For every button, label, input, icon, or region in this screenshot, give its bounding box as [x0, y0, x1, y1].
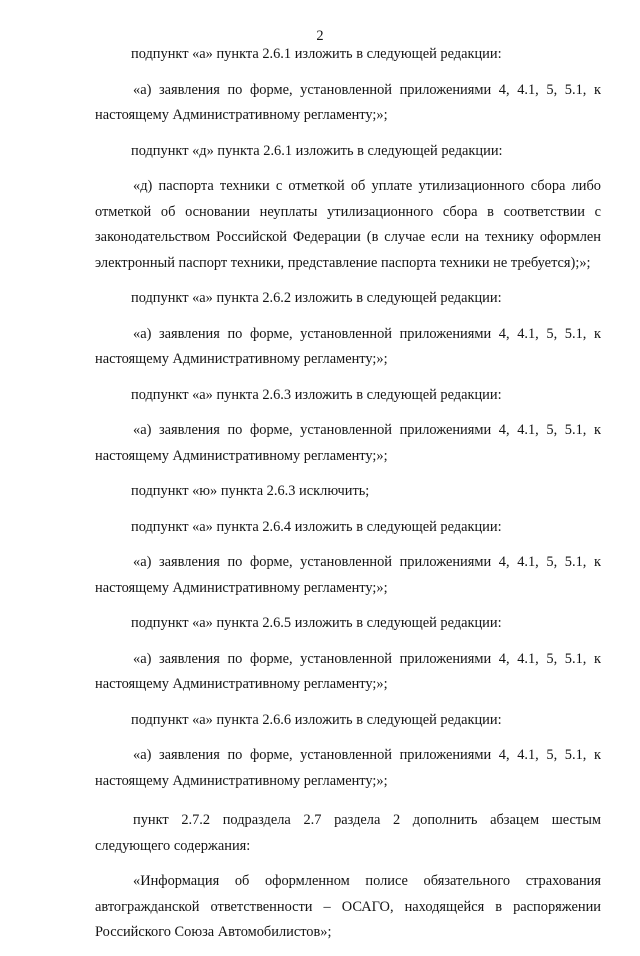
paragraph-amend-2-6-2-a: подпункт «а» пункта 2.6.2 изложить в следующей редакции: — [131, 290, 502, 306]
paragraph-amend-2-6-1-d: подпункт «д» пункта 2.6.1 изложить в следующей редакции: — [131, 142, 503, 159]
document-body — [95, 42, 601, 956]
paragraph-quote-2-6-6-a: «а) заявления по форме, установленной приложениями 4, 4.1, 5, 5.1, к настоящему Административному регламенту;»; — [95, 747, 601, 789]
paragraph-quote-2-7-2: «Информация об оформленном полисе обязательного страхования автогражданской ответственности – ОСАГО, находящейся в распоряжении Российского Союза Автомобилистов»; — [95, 873, 601, 940]
page-number: 2 — [316, 28, 324, 44]
paragraph-quote-2-6-4-a: «а) заявления по форме, установленной приложениями 4, 4.1, 5, 5.1, к настоящему Административному регламенту;»; — [95, 554, 601, 596]
paragraph-delete-2-6-3-yu: подпункт «ю» пункта 2.6.3 исключить; — [131, 483, 370, 499]
paragraph-quote-2-6-1-a: «а) заявления по форме, установленной приложениями 4, 4.1, 5, 5.1, к настоящему Административному регламенту;»; — [95, 81, 601, 123]
paragraph-amend-2-6-3-a: подпункт «а» пункта 2.6.3 изложить в следующей редакции: — [131, 386, 502, 403]
paragraph-quote-2-6-3-a: «а) заявления по форме, установленной приложениями 4, 4.1, 5, 5.1, к настоящему Административному регламенту;»; — [95, 422, 601, 464]
paragraph-quote-2-6-1-d: «д) паспорта техники с отметкой об уплате утилизационного сбора либо отметкой об основании неуплаты утилизационного сбора в соответствии с законодательством Российской Федерации (в случае если на технику оформлен электронный паспорт техники, представление паспорта техники не требуется);»; — [95, 178, 601, 271]
paragraph-quote-2-6-2-a: «а) заявления по форме, установленной приложениями 4, 4.1, 5, 5.1, к настоящему Административному регламенту;»; — [95, 325, 601, 367]
paragraph-amend-2-6-1-a: подпункт «а» пункта 2.6.1 изложить в следующей редакции: — [131, 46, 502, 62]
paragraph-amend-2-7-2: пункт 2.7.2 подраздела 2.7 раздела 2 дополнить абзацем шестым следующего содержания: — [95, 812, 601, 854]
paragraph-quote-2-6-5-a: «а) заявления по форме, установленной приложениями 4, 4.1, 5, 5.1, к настоящему Административному регламенту;»; — [95, 650, 601, 692]
paragraph-amend-2-6-4-a: подпункт «а» пункта 2.6.4 изложить в следующей редакции: — [131, 518, 502, 535]
paragraph-amend-2-6-5-a: подпункт «а» пункта 2.6.5 изложить в следующей редакции: — [131, 615, 502, 631]
paragraph-amend-2-6-6-a: подпункт «а» пункта 2.6.6 изложить в следующей редакции: — [131, 711, 502, 728]
